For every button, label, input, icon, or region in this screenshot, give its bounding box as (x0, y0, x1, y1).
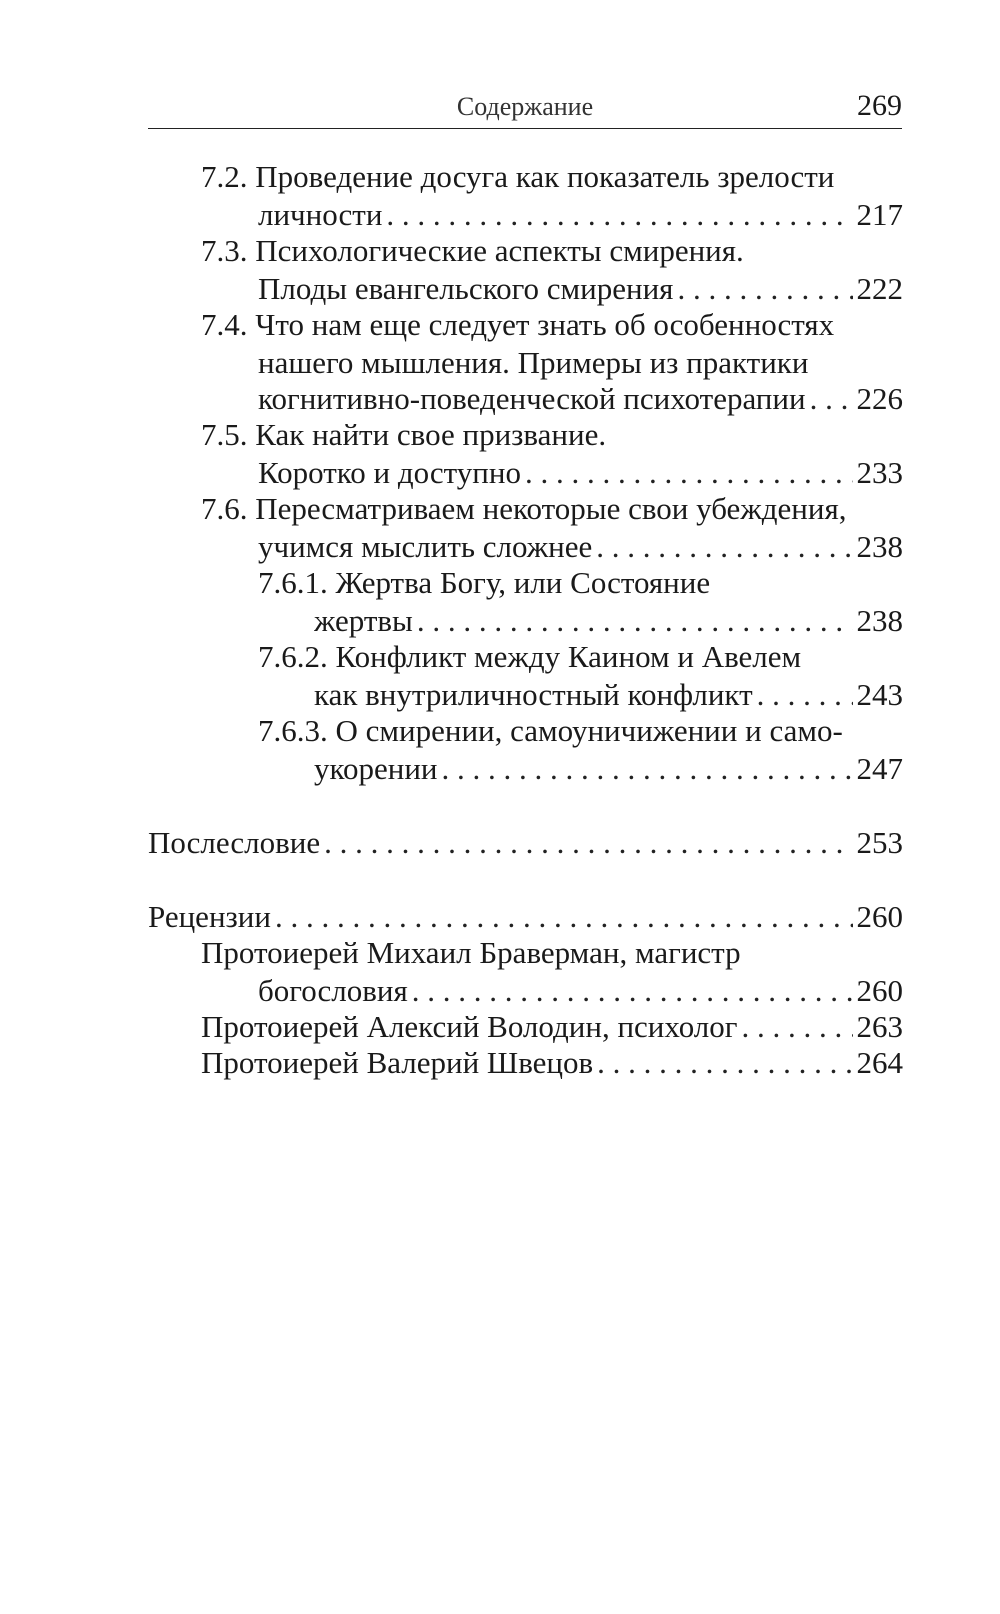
toc-entry-7-6 (201, 490, 846, 528)
toc-number: 7.6.1. (258, 565, 328, 600)
toc-page: 260 (856, 973, 903, 1008)
dot-leader (442, 750, 853, 788)
toc-title: Протоиерей Валерий Швецов (201, 1045, 594, 1080)
toc-title: укорении (314, 751, 438, 786)
toc-entry-7-6-2 (258, 638, 801, 676)
toc-title: Психологические аспекты смирения. (255, 233, 744, 268)
toc-page: 222 (856, 271, 903, 306)
toc-page: 238 (856, 603, 903, 638)
toc-entry-review-2 (201, 1008, 903, 1046)
toc-entry-7-4-cont (258, 344, 808, 382)
toc-entry-7-6-1 (258, 564, 710, 602)
toc-entry-7-3 (201, 232, 744, 270)
toc-title: Послесловие (148, 825, 321, 860)
dot-leader (525, 454, 853, 492)
toc-entry-7-4 (201, 306, 834, 344)
toc-entry-review-1 (201, 934, 741, 972)
toc-entry-review-3 (201, 1044, 903, 1082)
toc-page: 233 (856, 455, 903, 490)
toc-page: 260 (856, 899, 903, 934)
toc-title: Пересматриваем некоторые свои убеждения, (255, 491, 847, 526)
toc-title: Что нам еще следует знать об особенностях (255, 307, 835, 342)
toc-title: Протоиерей Алексий Володин, психолог (201, 1009, 738, 1044)
toc-title: нашего мышления. Примеры из практики (258, 345, 809, 380)
toc-title: богословия (258, 973, 408, 1008)
toc-number: 7.3. (201, 233, 248, 268)
toc-entry-7-2 (201, 158, 834, 196)
dot-leader (275, 898, 853, 936)
toc-title: Протоиерей Михаил Браверман, магистр (201, 935, 741, 970)
toc-entry-7-5-cont (258, 454, 903, 492)
toc-entry-7-2-cont (258, 196, 903, 234)
toc-page: 217 (856, 197, 903, 232)
toc-title: Плоды евангельского смирения (258, 271, 674, 306)
toc-entry-7-6-1-cont (314, 602, 903, 640)
header-page-number: 269 (857, 89, 902, 122)
dot-leader (417, 602, 853, 640)
toc-entry-afterword (148, 824, 903, 862)
running-header (148, 88, 902, 129)
dot-leader (386, 196, 852, 234)
toc-entry-7-6-cont (258, 528, 903, 566)
dot-leader (324, 824, 852, 862)
toc-page: 243 (856, 677, 903, 712)
toc-page: 253 (856, 825, 903, 860)
dot-leader (597, 1044, 852, 1082)
toc-title: когнитивно-поведенческой психотерапии (258, 381, 806, 416)
dot-leader (596, 528, 852, 566)
toc-page: 226 (856, 381, 903, 416)
toc-title: О смирении, самоуничижении и само- (335, 713, 843, 748)
toc-entry-7-4-cont2 (258, 380, 903, 418)
toc-entry-7-6-3-cont (314, 750, 903, 788)
toc-number: 7.6.2. (258, 639, 328, 674)
toc-title: Рецензии (148, 899, 271, 934)
toc-entry-7-6-2-cont (314, 676, 903, 714)
toc-page: 238 (856, 529, 903, 564)
toc-title: Как найти свое призвание. (255, 417, 607, 452)
toc-entry-review-1-cont (258, 972, 903, 1010)
toc-entry-7-6-3 (258, 712, 843, 750)
toc-title: Коротко и доступно (258, 455, 521, 490)
toc-entry-7-3-cont (258, 270, 903, 308)
dot-leader (757, 676, 853, 714)
toc-number: 7.4. (201, 307, 248, 342)
toc-number: 7.6. (201, 491, 248, 526)
toc-page: 263 (856, 1009, 903, 1044)
toc-entry-7-5 (201, 416, 606, 454)
toc-entry-reviews (148, 898, 903, 936)
toc-number: 7.6.3. (258, 713, 328, 748)
toc-title: личности (258, 197, 383, 232)
header-title: Содержание (456, 92, 594, 121)
toc-title: Конфликт между Каином и Авелем (335, 639, 802, 674)
dot-leader (677, 270, 852, 308)
toc-title: Жертва Богу, или Состояние (335, 565, 711, 600)
toc-page: 264 (856, 1045, 903, 1080)
toc-number: 7.5. (201, 417, 248, 452)
toc-page: 247 (856, 751, 903, 786)
dot-leader (810, 380, 853, 418)
toc-title: Проведение досуга как показатель зрелости (255, 159, 835, 194)
toc-title: учимся мыслить сложнее (258, 529, 593, 564)
dot-leader (412, 972, 853, 1010)
dot-leader (742, 1008, 853, 1046)
toc-title: как внутриличностный конфликт (314, 677, 753, 712)
toc-number: 7.2. (201, 159, 248, 194)
toc-title: жертвы (314, 603, 413, 638)
